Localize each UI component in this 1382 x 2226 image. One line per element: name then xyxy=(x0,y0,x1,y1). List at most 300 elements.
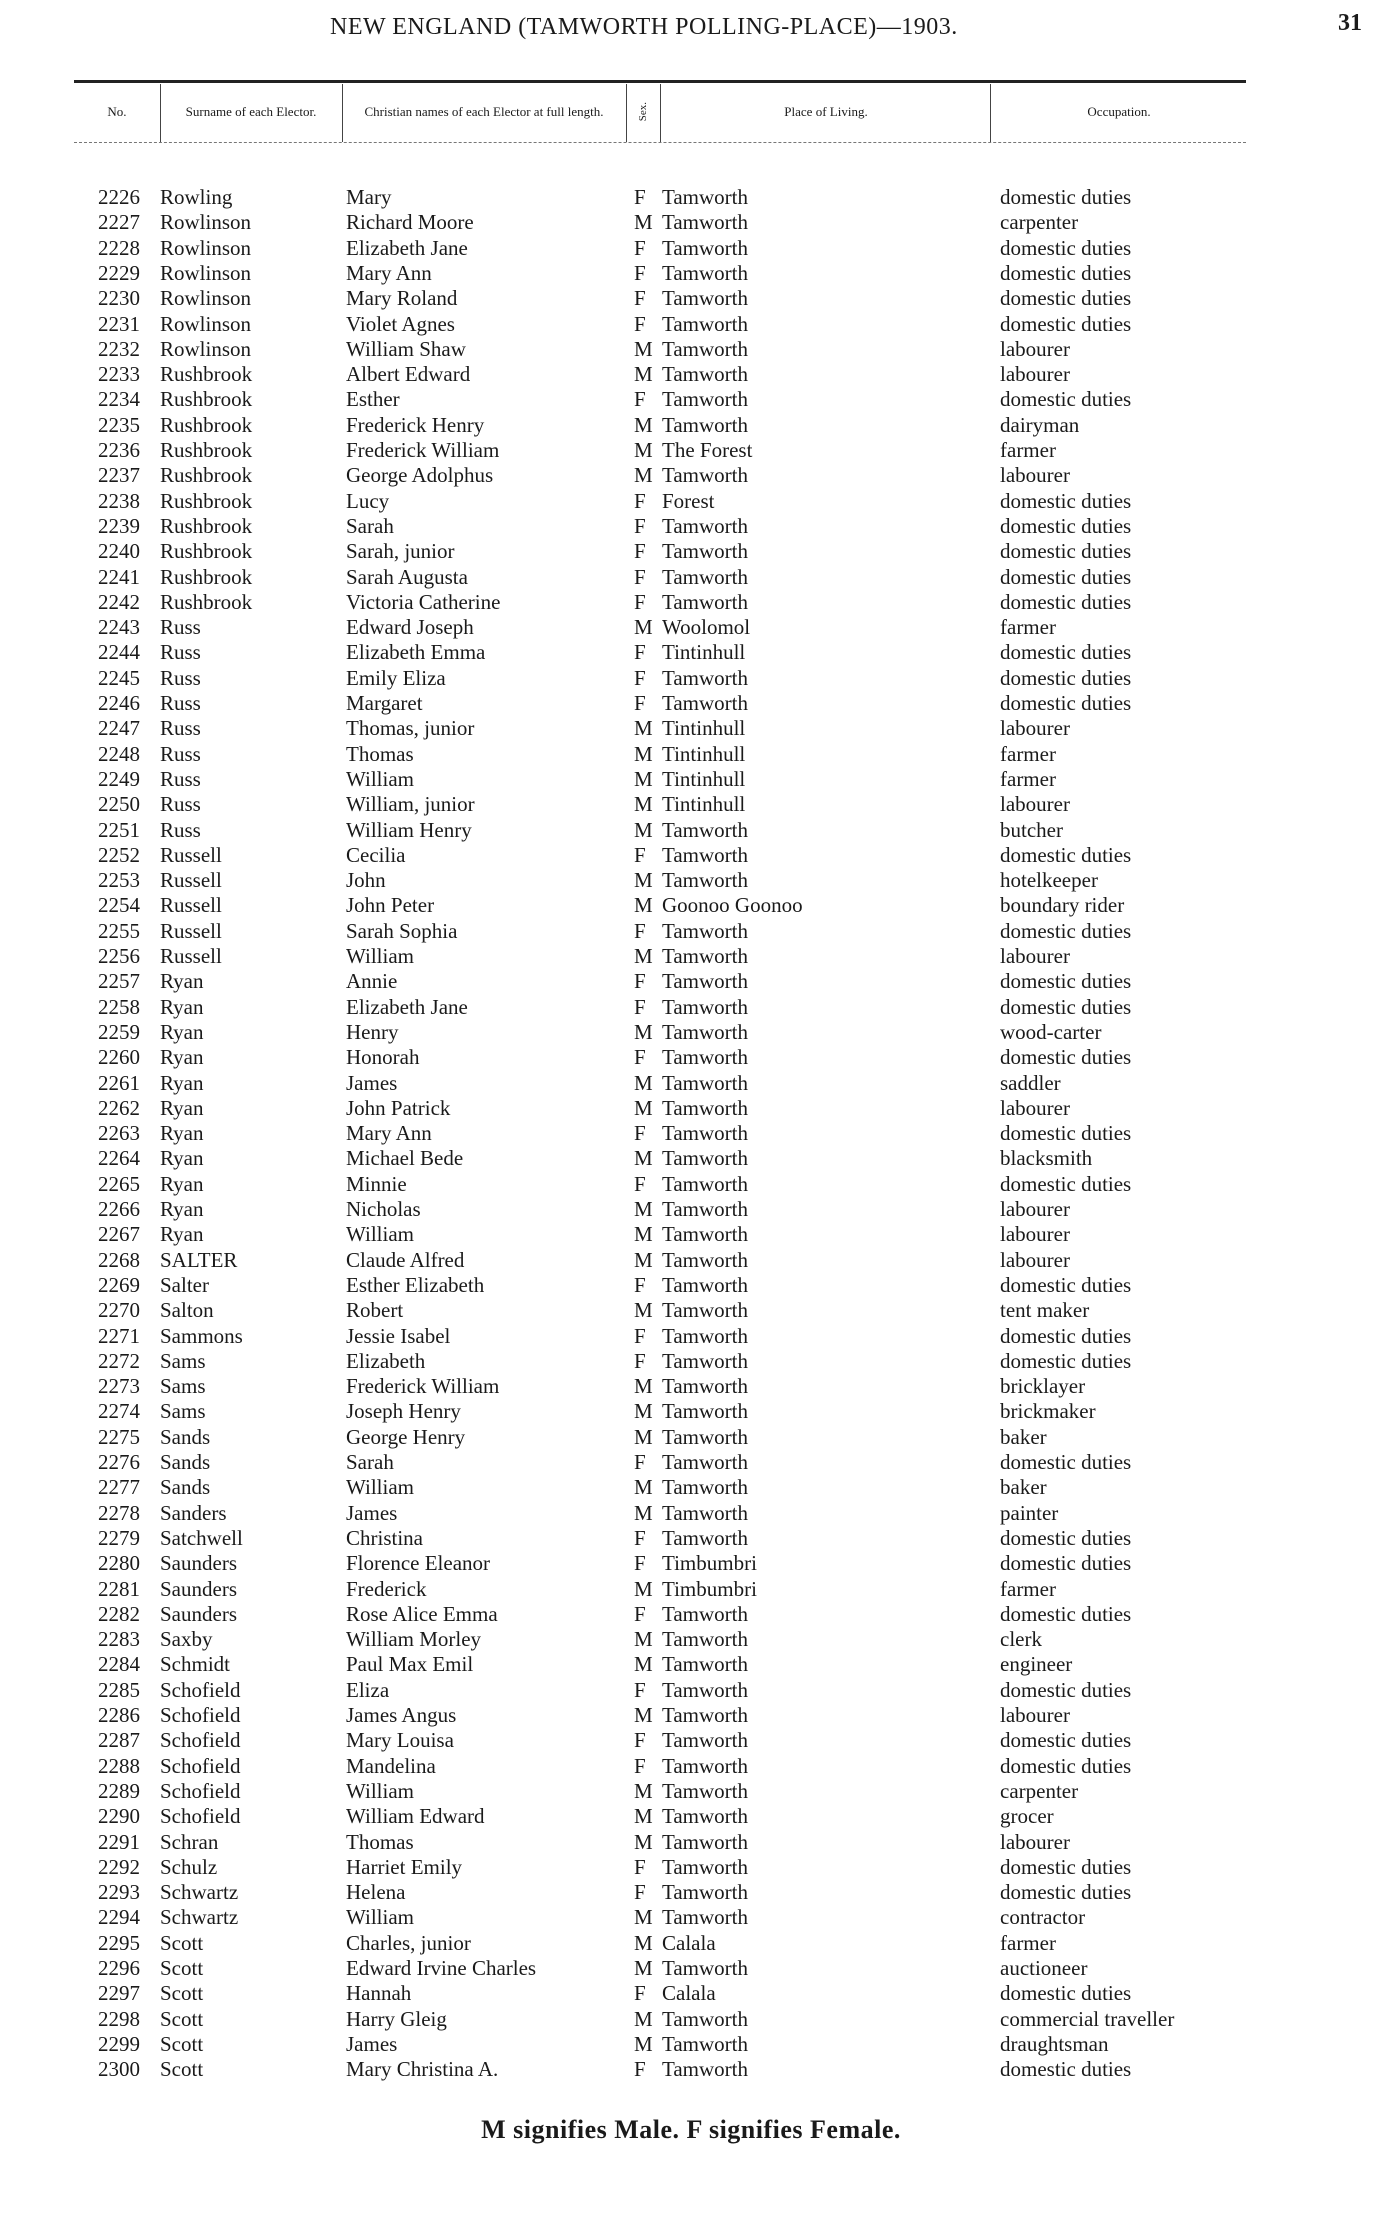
elector-occupation: domestic duties xyxy=(1000,185,1132,209)
elector-sex: M xyxy=(634,1829,653,1854)
elector-number: 2285 xyxy=(98,1677,140,1702)
table-row xyxy=(0,792,1382,817)
elector-place: Goonoo Goonoo xyxy=(662,893,803,918)
elector-surname: Ryan xyxy=(160,1121,204,1146)
elector-number: 2238 xyxy=(98,488,140,513)
elector-surname: Saunders xyxy=(160,1576,237,1601)
column-header-no: No. xyxy=(107,104,127,119)
elector-surname: Sams xyxy=(160,1374,206,1399)
table-row xyxy=(0,818,1382,843)
elector-occupation: farmer xyxy=(1000,1930,1056,1955)
elector-place: Tamworth xyxy=(662,1323,749,1348)
elector-occupation: domestic duties xyxy=(1000,488,1132,513)
elector-sex: M xyxy=(634,1652,653,1677)
table-row xyxy=(0,1071,1382,1096)
elector-place: Tamworth xyxy=(662,994,749,1019)
elector-surname: Satchwell xyxy=(160,1525,243,1550)
elector-sex: M xyxy=(634,1804,653,1829)
elector-place: Tamworth xyxy=(662,1905,749,1930)
elector-surname: Schwartz xyxy=(160,1905,239,1930)
elector-sex: M xyxy=(634,1146,653,1171)
elector-christian-names: William, junior xyxy=(346,792,475,817)
column-divider xyxy=(160,84,161,142)
elector-occupation: draughtsman xyxy=(1000,2031,1109,2056)
elector-occupation: labourer xyxy=(1000,944,1070,968)
elector-christian-names: Claude Alfred xyxy=(346,1247,465,1272)
elector-number: 2228 xyxy=(98,235,140,260)
sex-legend: M signifies Male. F signifies Female. xyxy=(481,2115,901,2144)
elector-place: Tamworth xyxy=(662,691,749,715)
elector-occupation: domestic duties xyxy=(1000,1525,1132,1550)
elector-place: Tamworth xyxy=(662,1500,749,1525)
elector-number: 2300 xyxy=(98,2057,140,2082)
table-row xyxy=(0,1146,1382,1171)
elector-sex: F xyxy=(634,1272,646,1297)
elector-christian-names: Mary Louisa xyxy=(346,1728,454,1753)
elector-christian-names: Florence Eleanor xyxy=(346,1551,491,1576)
elector-place: Tintinhull xyxy=(662,766,746,791)
elector-surname: Sams xyxy=(160,1399,206,1424)
elector-occupation: labourer xyxy=(1000,792,1070,817)
elector-place: Tamworth xyxy=(662,1450,749,1474)
elector-number: 2275 xyxy=(98,1424,140,1449)
elector-christian-names: William xyxy=(346,1905,414,1930)
elector-number: 2263 xyxy=(98,1121,140,1146)
elector-surname: Scott xyxy=(160,2031,204,2056)
elector-sex: F xyxy=(634,1601,646,1626)
elector-place: Tintinhull xyxy=(662,716,746,741)
elector-christian-names: Harry Gleig xyxy=(346,2006,447,2031)
elector-christian-names: Charles, junior xyxy=(346,1930,471,1955)
elector-number: 2269 xyxy=(98,1272,140,1297)
elector-christian-names: Sarah Sophia xyxy=(346,918,458,943)
elector-place: Tamworth xyxy=(662,842,749,867)
elector-number: 2290 xyxy=(98,1804,140,1829)
elector-surname: Scott xyxy=(160,1981,204,2006)
elector-christian-names: William xyxy=(346,1222,414,1247)
elector-surname: Russell xyxy=(160,918,222,943)
elector-surname: Schofield xyxy=(160,1778,241,1803)
elector-sex: M xyxy=(634,1627,653,1652)
elector-number: 2282 xyxy=(98,1601,140,1626)
table-row xyxy=(0,514,1382,539)
elector-occupation: domestic duties xyxy=(1000,513,1132,538)
elector-sex: M xyxy=(634,1399,653,1424)
elector-surname: Scott xyxy=(160,1930,204,1955)
elector-christian-names: Esther Elizabeth xyxy=(346,1272,485,1297)
elector-number: 2265 xyxy=(98,1171,140,1196)
elector-sex: M xyxy=(634,336,653,361)
elector-place: Tamworth xyxy=(662,1753,749,1778)
elector-christian-names: Jessie Isabel xyxy=(346,1323,451,1348)
elector-surname: Rushbrook xyxy=(160,438,253,462)
elector-surname: Rushbrook xyxy=(160,412,253,437)
elector-sex: M xyxy=(634,1956,653,1980)
elector-number: 2298 xyxy=(98,2006,140,2031)
elector-surname: Rushbrook xyxy=(160,513,253,538)
elector-place: Tintinhull xyxy=(662,792,746,817)
elector-christian-names: Edward Irvine Charles xyxy=(346,1956,537,1980)
table-row xyxy=(0,1020,1382,1045)
elector-number: 2264 xyxy=(98,1146,140,1171)
elector-place: Tamworth xyxy=(662,1348,749,1373)
elector-place: Tamworth xyxy=(662,1475,749,1500)
elector-sex: M xyxy=(634,893,653,918)
elector-occupation: farmer xyxy=(1000,1576,1056,1601)
elector-number: 2283 xyxy=(98,1627,140,1652)
elector-christian-names: Richard Moore xyxy=(346,210,474,235)
elector-place: Tamworth xyxy=(662,1121,749,1146)
table-row xyxy=(0,2007,1382,2032)
table-row xyxy=(0,716,1382,741)
elector-christian-names: George Adolphus xyxy=(346,463,494,488)
elector-sex: F xyxy=(634,286,646,311)
elector-occupation: labourer xyxy=(1000,1197,1070,1221)
elector-surname: Schofield xyxy=(160,1677,241,1702)
elector-sex: M xyxy=(634,817,653,842)
elector-christian-names: Edward Joseph xyxy=(346,615,474,640)
elector-sex: F xyxy=(634,513,646,538)
elector-occupation: domestic duties xyxy=(1000,640,1132,665)
elector-surname: Rushbrook xyxy=(160,463,253,488)
elector-number: 2234 xyxy=(98,387,140,412)
elector-place: Tamworth xyxy=(662,868,749,893)
elector-place: Tamworth xyxy=(662,412,749,437)
elector-occupation: domestic duties xyxy=(1000,1753,1132,1778)
elector-christian-names: Minnie xyxy=(346,1171,407,1196)
elector-occupation: baker xyxy=(1000,1424,1047,1449)
elector-sex: M xyxy=(634,412,653,437)
elector-number: 2243 xyxy=(98,615,140,640)
elector-occupation: baker xyxy=(1000,1475,1047,1500)
elector-occupation: domestic duties xyxy=(1000,1272,1132,1297)
elector-surname: Scott xyxy=(160,1956,204,1980)
elector-occupation: clerk xyxy=(1000,1627,1042,1652)
elector-number: 2286 xyxy=(98,1703,140,1727)
elector-place: Tamworth xyxy=(662,817,749,842)
table-row xyxy=(0,1880,1382,1905)
elector-place: Tamworth xyxy=(662,1677,749,1702)
elector-number: 2266 xyxy=(98,1197,140,1221)
elector-number: 2251 xyxy=(98,817,140,842)
elector-surname: Ryan xyxy=(160,1146,204,1171)
elector-sex: F xyxy=(634,1323,646,1348)
elector-place: Tamworth xyxy=(662,260,749,285)
elector-occupation: auctioneer xyxy=(1000,1956,1088,1980)
elector-christian-names: Rose Alice Emma xyxy=(346,1601,498,1626)
elector-occupation: dairyman xyxy=(1000,412,1080,437)
table-row xyxy=(0,1804,1382,1829)
elector-number: 2250 xyxy=(98,792,140,817)
elector-place: Tintinhull xyxy=(662,640,746,665)
elector-place: Tamworth xyxy=(662,235,749,260)
elector-surname: Rowlinson xyxy=(160,286,252,311)
elector-christian-names: John xyxy=(346,868,386,893)
elector-surname: Russ xyxy=(160,691,201,715)
elector-place: Tamworth xyxy=(662,311,749,336)
table-row xyxy=(0,1425,1382,1450)
elector-sex: M xyxy=(634,1424,653,1449)
elector-occupation: domestic duties xyxy=(1000,1880,1132,1905)
elector-occupation: labourer xyxy=(1000,1829,1070,1854)
elector-surname: Salton xyxy=(160,1298,214,1323)
elector-christian-names: Albert Edward xyxy=(346,362,471,387)
table-row xyxy=(0,261,1382,286)
elector-surname: Russ xyxy=(160,741,201,766)
table-row xyxy=(0,1754,1382,1779)
elector-sex: M xyxy=(634,1095,653,1120)
elector-surname: Schran xyxy=(160,1829,219,1854)
page-title: NEW ENGLAND (TAMWORTH POLLING-PLACE)—1903. xyxy=(330,14,958,40)
elector-place: Tamworth xyxy=(662,1019,749,1044)
elector-place: Tamworth xyxy=(662,1829,749,1854)
elector-number: 2296 xyxy=(98,1956,140,1980)
elector-number: 2294 xyxy=(98,1905,140,1930)
table-row xyxy=(0,640,1382,665)
elector-surname: Russ xyxy=(160,716,201,741)
table-row xyxy=(0,565,1382,590)
elector-sex: F xyxy=(634,1981,646,2006)
elector-christian-names: James xyxy=(346,1070,398,1095)
elector-christian-names: Mary Ann xyxy=(346,1121,432,1146)
elector-christian-names: Frederick xyxy=(346,1576,427,1601)
elector-number: 2278 xyxy=(98,1500,140,1525)
table-row xyxy=(0,438,1382,463)
elector-number: 2242 xyxy=(98,589,140,614)
elector-number: 2256 xyxy=(98,944,140,968)
elector-sex: F xyxy=(634,1348,646,1373)
elector-number: 2226 xyxy=(98,185,140,209)
elector-surname: Russ xyxy=(160,615,201,640)
elector-place: Tamworth xyxy=(662,2057,749,2082)
elector-number: 2287 xyxy=(98,1728,140,1753)
elector-surname: Russ xyxy=(160,665,201,690)
elector-occupation: blacksmith xyxy=(1000,1146,1093,1171)
table-row xyxy=(0,337,1382,362)
elector-occupation: labourer xyxy=(1000,1703,1070,1727)
table-row xyxy=(0,1324,1382,1349)
elector-surname: Saunders xyxy=(160,1601,237,1626)
elector-sex: F xyxy=(634,185,646,209)
elector-occupation: bricklayer xyxy=(1000,1374,1086,1399)
elector-occupation: domestic duties xyxy=(1000,691,1132,715)
elector-occupation: domestic duties xyxy=(1000,1323,1132,1348)
table-row xyxy=(0,1349,1382,1374)
elector-surname: Rowlinson xyxy=(160,311,252,336)
elector-occupation: labourer xyxy=(1000,463,1070,488)
table-row xyxy=(0,1779,1382,1804)
table-row xyxy=(0,1374,1382,1399)
elector-place: Tamworth xyxy=(662,1627,749,1652)
elector-place: Tamworth xyxy=(662,1854,749,1879)
table-row xyxy=(0,1602,1382,1627)
elector-occupation: carpenter xyxy=(1000,210,1079,235)
elector-occupation: domestic duties xyxy=(1000,2057,1132,2082)
elector-surname: Sanders xyxy=(160,1500,227,1525)
table-row xyxy=(0,210,1382,235)
elector-occupation: domestic duties xyxy=(1000,1981,1132,2006)
elector-sex: M xyxy=(634,1703,653,1727)
elector-christian-names: Helena xyxy=(346,1880,406,1905)
elector-number: 2241 xyxy=(98,564,140,589)
elector-occupation: farmer xyxy=(1000,615,1056,640)
elector-christian-names: Thomas, junior xyxy=(346,716,475,741)
elector-place: The Forest xyxy=(662,438,753,462)
elector-sex: F xyxy=(634,969,646,994)
elector-place: Tamworth xyxy=(662,362,749,387)
column-header-place: Place of Living. xyxy=(784,104,868,119)
elector-place: Tamworth xyxy=(662,1171,749,1196)
table-row xyxy=(0,1172,1382,1197)
elector-number: 2273 xyxy=(98,1374,140,1399)
elector-number: 2244 xyxy=(98,640,140,665)
elector-place: Tamworth xyxy=(662,463,749,488)
table-row xyxy=(0,185,1382,210)
elector-surname: Ryan xyxy=(160,1171,204,1196)
elector-number: 2249 xyxy=(98,766,140,791)
elector-place: Forest xyxy=(662,488,715,513)
elector-place: Tamworth xyxy=(662,1095,749,1120)
table-row xyxy=(0,1551,1382,1576)
elector-surname: Schofield xyxy=(160,1753,241,1778)
table-row xyxy=(0,919,1382,944)
table-row xyxy=(0,1121,1382,1146)
elector-place: Tamworth xyxy=(662,1728,749,1753)
elector-number: 2274 xyxy=(98,1399,140,1424)
elector-number: 2254 xyxy=(98,893,140,918)
elector-place: Tamworth xyxy=(662,336,749,361)
elector-sex: F xyxy=(634,1525,646,1550)
elector-sex: F xyxy=(634,1880,646,1905)
elector-occupation: domestic duties xyxy=(1000,1601,1132,1626)
elector-sex: F xyxy=(634,1045,646,1070)
table-row xyxy=(0,413,1382,438)
elector-sex: F xyxy=(634,640,646,665)
elector-number: 2258 xyxy=(98,994,140,1019)
table-row xyxy=(0,691,1382,716)
elector-number: 2284 xyxy=(98,1652,140,1677)
elector-sex: M xyxy=(634,766,653,791)
elector-occupation: domestic duties xyxy=(1000,1045,1132,1070)
column-divider xyxy=(990,84,991,142)
header-bottom-rule xyxy=(74,142,1246,143)
elector-surname: Rowling xyxy=(160,185,233,209)
elector-occupation: painter xyxy=(1000,1500,1059,1525)
elector-place: Calala xyxy=(662,1930,716,1955)
elector-occupation: domestic duties xyxy=(1000,842,1132,867)
elector-christian-names: William xyxy=(346,1475,414,1500)
elector-surname: Ryan xyxy=(160,994,204,1019)
elector-place: Tamworth xyxy=(662,1703,749,1727)
elector-surname: Rushbrook xyxy=(160,539,253,564)
elector-number: 2231 xyxy=(98,311,140,336)
elector-christian-names: Thomas xyxy=(346,741,414,766)
elector-place: Tamworth xyxy=(662,665,749,690)
elector-surname: Saxby xyxy=(160,1627,213,1652)
elector-sex: F xyxy=(634,1753,646,1778)
elector-surname: Rowlinson xyxy=(160,210,252,235)
elector-place: Tamworth xyxy=(662,387,749,412)
elector-christian-names: Frederick William xyxy=(346,438,500,462)
elector-christian-names: Elizabeth Jane xyxy=(346,235,468,260)
elector-number: 2267 xyxy=(98,1222,140,1247)
elector-number: 2259 xyxy=(98,1019,140,1044)
elector-christian-names: Joseph Henry xyxy=(346,1399,461,1424)
table-row xyxy=(0,1830,1382,1855)
elector-christian-names: George Henry xyxy=(346,1424,466,1449)
elector-surname: Russell xyxy=(160,842,222,867)
elector-place: Tamworth xyxy=(662,944,749,968)
table-row xyxy=(0,1475,1382,1500)
elector-number: 2270 xyxy=(98,1298,140,1323)
elector-number: 2227 xyxy=(98,210,140,235)
elector-sex: F xyxy=(634,994,646,1019)
elector-occupation: farmer xyxy=(1000,438,1056,462)
elector-sex: M xyxy=(634,1475,653,1500)
elector-sex: F xyxy=(634,589,646,614)
elector-number: 2280 xyxy=(98,1551,140,1576)
elector-place: Tamworth xyxy=(662,1601,749,1626)
elector-place: Tamworth xyxy=(662,1880,749,1905)
elector-occupation: domestic duties xyxy=(1000,564,1132,589)
column-header-occupation: Occupation. xyxy=(1087,104,1151,119)
elector-christian-names: Honorah xyxy=(346,1045,420,1070)
elector-christian-names: James Angus xyxy=(346,1703,457,1727)
elector-sex: M xyxy=(634,362,653,387)
elector-number: 2261 xyxy=(98,1070,140,1095)
elector-sex: F xyxy=(634,260,646,285)
elector-christian-names: Lucy xyxy=(346,488,390,513)
elector-occupation: domestic duties xyxy=(1000,235,1132,260)
elector-occupation: domestic duties xyxy=(1000,1854,1132,1879)
elector-number: 2279 xyxy=(98,1525,140,1550)
table-row xyxy=(0,1045,1382,1070)
elector-number: 2232 xyxy=(98,336,140,361)
table-row xyxy=(0,666,1382,691)
elector-sex: M xyxy=(634,792,653,817)
elector-occupation: domestic duties xyxy=(1000,387,1132,412)
elector-number: 2291 xyxy=(98,1829,140,1854)
elector-christian-names: Sarah xyxy=(346,513,394,538)
elector-occupation: labourer xyxy=(1000,1247,1070,1272)
elector-number: 2246 xyxy=(98,691,140,715)
table-row xyxy=(0,944,1382,969)
elector-christian-names: Mary Christina A. xyxy=(346,2057,499,2082)
elector-surname: Ryan xyxy=(160,1070,204,1095)
elector-christian-names: Mary xyxy=(346,185,392,209)
elector-sex: F xyxy=(634,918,646,943)
elector-sex: M xyxy=(634,944,653,968)
table-row xyxy=(0,236,1382,261)
elector-occupation: hotelkeeper xyxy=(1000,868,1098,893)
table-row xyxy=(0,1501,1382,1526)
elector-christian-names: Sarah xyxy=(346,1450,394,1474)
elector-place: Tamworth xyxy=(662,1197,749,1221)
elector-christian-names: Eliza xyxy=(346,1677,390,1702)
elector-surname: Schofield xyxy=(160,1703,241,1727)
table-row xyxy=(0,590,1382,615)
elector-christian-names: James xyxy=(346,1500,398,1525)
elector-occupation: domestic duties xyxy=(1000,286,1132,311)
elector-number: 2230 xyxy=(98,286,140,311)
elector-sex: M xyxy=(634,1778,653,1803)
elector-sex: M xyxy=(634,1070,653,1095)
elector-place: Tamworth xyxy=(662,1525,749,1550)
elector-occupation: boundary rider xyxy=(1000,893,1125,918)
table-row xyxy=(0,1728,1382,1753)
elector-number: 2289 xyxy=(98,1778,140,1803)
elector-surname: Russ xyxy=(160,766,201,791)
